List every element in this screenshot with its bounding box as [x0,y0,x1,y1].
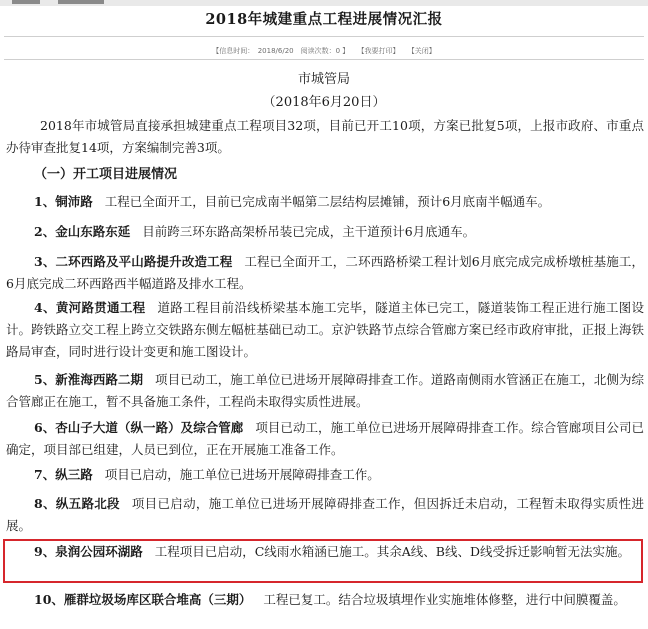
project-status: 项目已启动，施工单位已进场开展障碍排查工作，但因拆迁未启动，工程暂未取得实质性进展。 [6,496,644,533]
report-date: （2018年6月20日） [262,95,386,110]
project-title: 5、新淮海西路二期 [34,372,144,387]
project-item [6,369,644,413]
project-item [6,297,644,363]
project-title: 9、泉润公园环湖路 [34,544,143,559]
project-status: 工程已复工。结合垃圾填埋作业实施堆体修整，进行中间膜覆盖。 [263,592,626,607]
project-title: 7、纵三路 [34,467,93,482]
meta-divider [4,59,644,60]
project-title: 3、二环西路及平山路提升改造工程 [34,254,233,269]
title-divider [4,36,644,37]
project-status: 目前跨三环东路高架桥吊装已完成，主干道预计6月底通车。 [142,224,476,239]
project-item [6,191,644,213]
project-item [6,589,644,611]
section-heading: （一）开工项目进展情况 [34,167,178,182]
project-title: 10、雁群垃圾场库区联合堆高（三期） [34,592,252,607]
project-title: 6、杏山子大道（纵一路）及综合管廊 [34,420,244,435]
publish-info: 【信息时间： 2018/6/20 阅读次数：0 】 [212,47,350,55]
project-item [6,417,644,461]
project-status: 工程项目已启动，C线雨水箱涵已施工。其余A线、B线、D线受拆迁影响暂无法实施。 [154,544,631,559]
project-item [6,464,644,486]
project-status: 项目已启动，施工单位已进场开展障碍排查工作。 [104,467,380,482]
project-title: 2、金山东路东延 [34,224,131,239]
project-item [6,251,644,295]
top-scroll-strip [0,0,648,6]
project-title: 1、铜沛路 [34,194,93,209]
project-status: 工程已全面开工，二环西路桥梁工程计划6月底完成完成桥墩桩基施工，6月底完成二环西路西半幅道路及排水工程。 [6,254,644,291]
project-title: 4、黄河路贯通工程 [34,300,146,315]
highlight-box [3,539,643,583]
issuing-organization: 市城管局 [297,72,350,87]
project-status: 项目已动工，施工单位已进场开展障碍排查工作。道路南侧雨水管涵正在施工，北侧为综合管廊正在施工，暂不具备施工条件，工程尚未取得实质性进展。 [6,372,644,409]
print-link[interactable]: 【我要打印】 [357,47,400,55]
project-item [6,493,644,537]
intro-paragraph: 2018年市城管局直接承担城建重点工程项目32项，目前已开工10项，方案已批复5项，上报市政府、市重点办待审查批复14项，方案编制完善3项。 [6,118,644,155]
project-item [6,221,644,243]
project-status: 项目已动工，施工单位已进场开展障碍排查工作。综合管廊项目公司已确定，项目部已组建，人员已到位，正在开展施工准备工作。 [6,420,644,457]
project-status: 工程已全面开工，目前已完成南半幅第二层结构层摊铺，预计6月底南半幅通车。 [104,194,551,209]
meta-line [0,46,648,56]
project-title: 8、纵五路北段 [34,496,120,511]
close-link[interactable]: 【关闭】 [407,47,436,55]
project-status: 道路工程目前沿线桥梁基本施工完毕，隧道主体已完工，隧道装饰工程正进行施工图设计。跨铁路立交工程上跨立交铁路东侧左幅桩基础已动工。京沪铁路节点综合管廊方案已经市政府审批，正报上海铁路局审查，同时进行设计变更和施工图设计。 [6,300,644,359]
document-title: 2018年城建重点工程进展情况汇报 [205,11,443,28]
